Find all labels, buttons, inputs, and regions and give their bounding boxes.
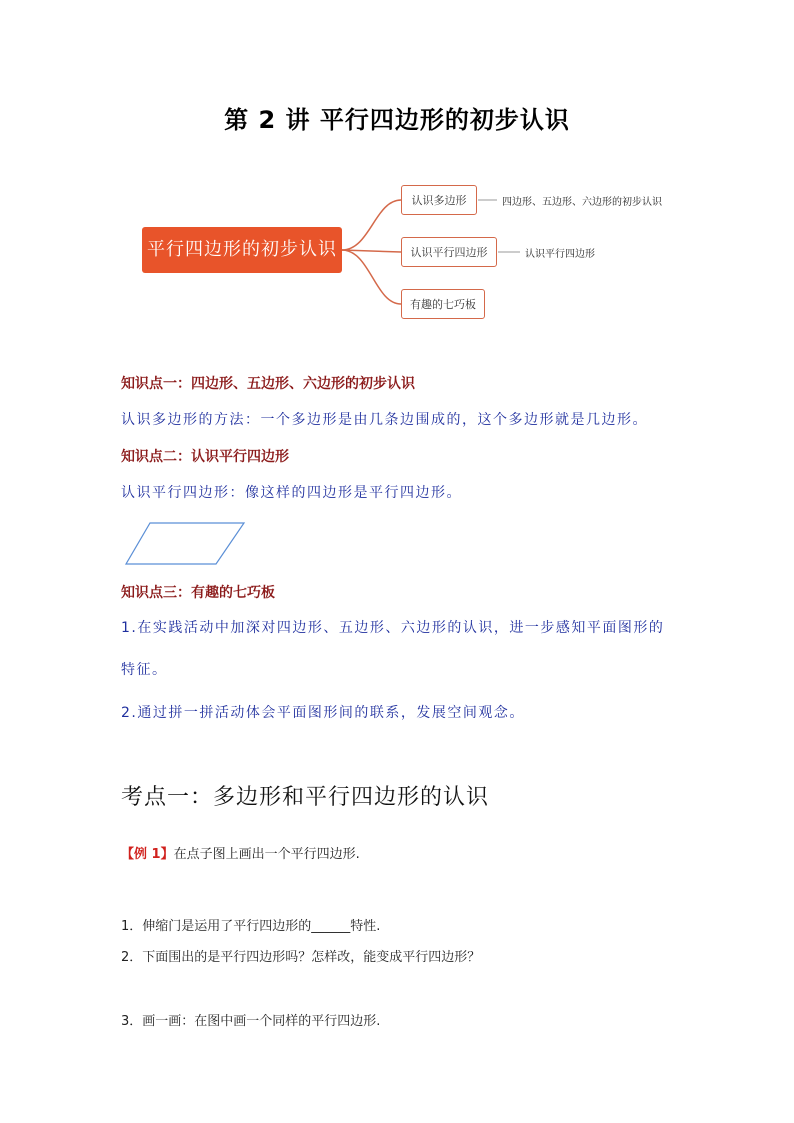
mindmap-node-polygons: 认识多边形 xyxy=(401,185,477,215)
question-2: 2．下面围出的是平行四边形吗？怎样改，能变成平行四边形？ xyxy=(121,950,481,965)
knowledge-point-2-title: 知识点二：认识平行四边形 xyxy=(121,449,289,465)
knowledge-point-3-item-2: 2.通过拼一拼活动体会平面图形间的联系，发展空间观念。 xyxy=(121,705,525,721)
question-1: 1．伸缩门是运用了平行四边形的______特性. xyxy=(121,919,381,934)
example-text: 在点子图上画出一个平行四边形. xyxy=(173,847,360,862)
question-3: 3．画一画：在图中画一个同样的平行四边形. xyxy=(121,1014,381,1029)
knowledge-point-2-body: 认识平行四边形：像这样的四边形是平行四边形。 xyxy=(121,485,462,501)
mindmap-leaf-polygons: 四边形、五边形、六边形的初步认识 xyxy=(502,197,662,208)
knowledge-point-3-item-1-line-1: 1.在实践活动中加深对四边形、五边形、六边形的认识，进一步感知平面图形的 xyxy=(121,620,665,636)
example-1 xyxy=(121,843,360,862)
mindmap-node-tangram: 有趣的七巧板 xyxy=(401,289,485,319)
knowledge-point-3-item-1-line-2: 特征。 xyxy=(121,662,168,678)
example-tag: 【例 1】 xyxy=(121,847,174,862)
page-title: 第 2 讲 平行四边形的初步认识 xyxy=(224,106,570,134)
knowledge-point-3-title: 知识点三：有趣的七巧板 xyxy=(121,585,275,601)
mindmap-connectors xyxy=(0,0,794,400)
mindmap-leaf-parallelogram: 认识平行四边形 xyxy=(525,249,595,260)
knowledge-point-1-title: 知识点一：四边形、五边形、六边形的初步认识 xyxy=(121,376,415,392)
parallelogram-figure xyxy=(120,518,250,570)
mindmap-node-parallelogram: 认识平行四边形 xyxy=(401,237,497,267)
section-title: 考点一：多边形和平行四边形的认识 xyxy=(121,785,490,810)
knowledge-point-1-body: 认识多边形的方法：一个多边形是由几条边围成的，这个多边形就是几边形。 xyxy=(121,412,648,428)
mindmap-root: 平行四边形的初步认识 xyxy=(142,227,342,273)
